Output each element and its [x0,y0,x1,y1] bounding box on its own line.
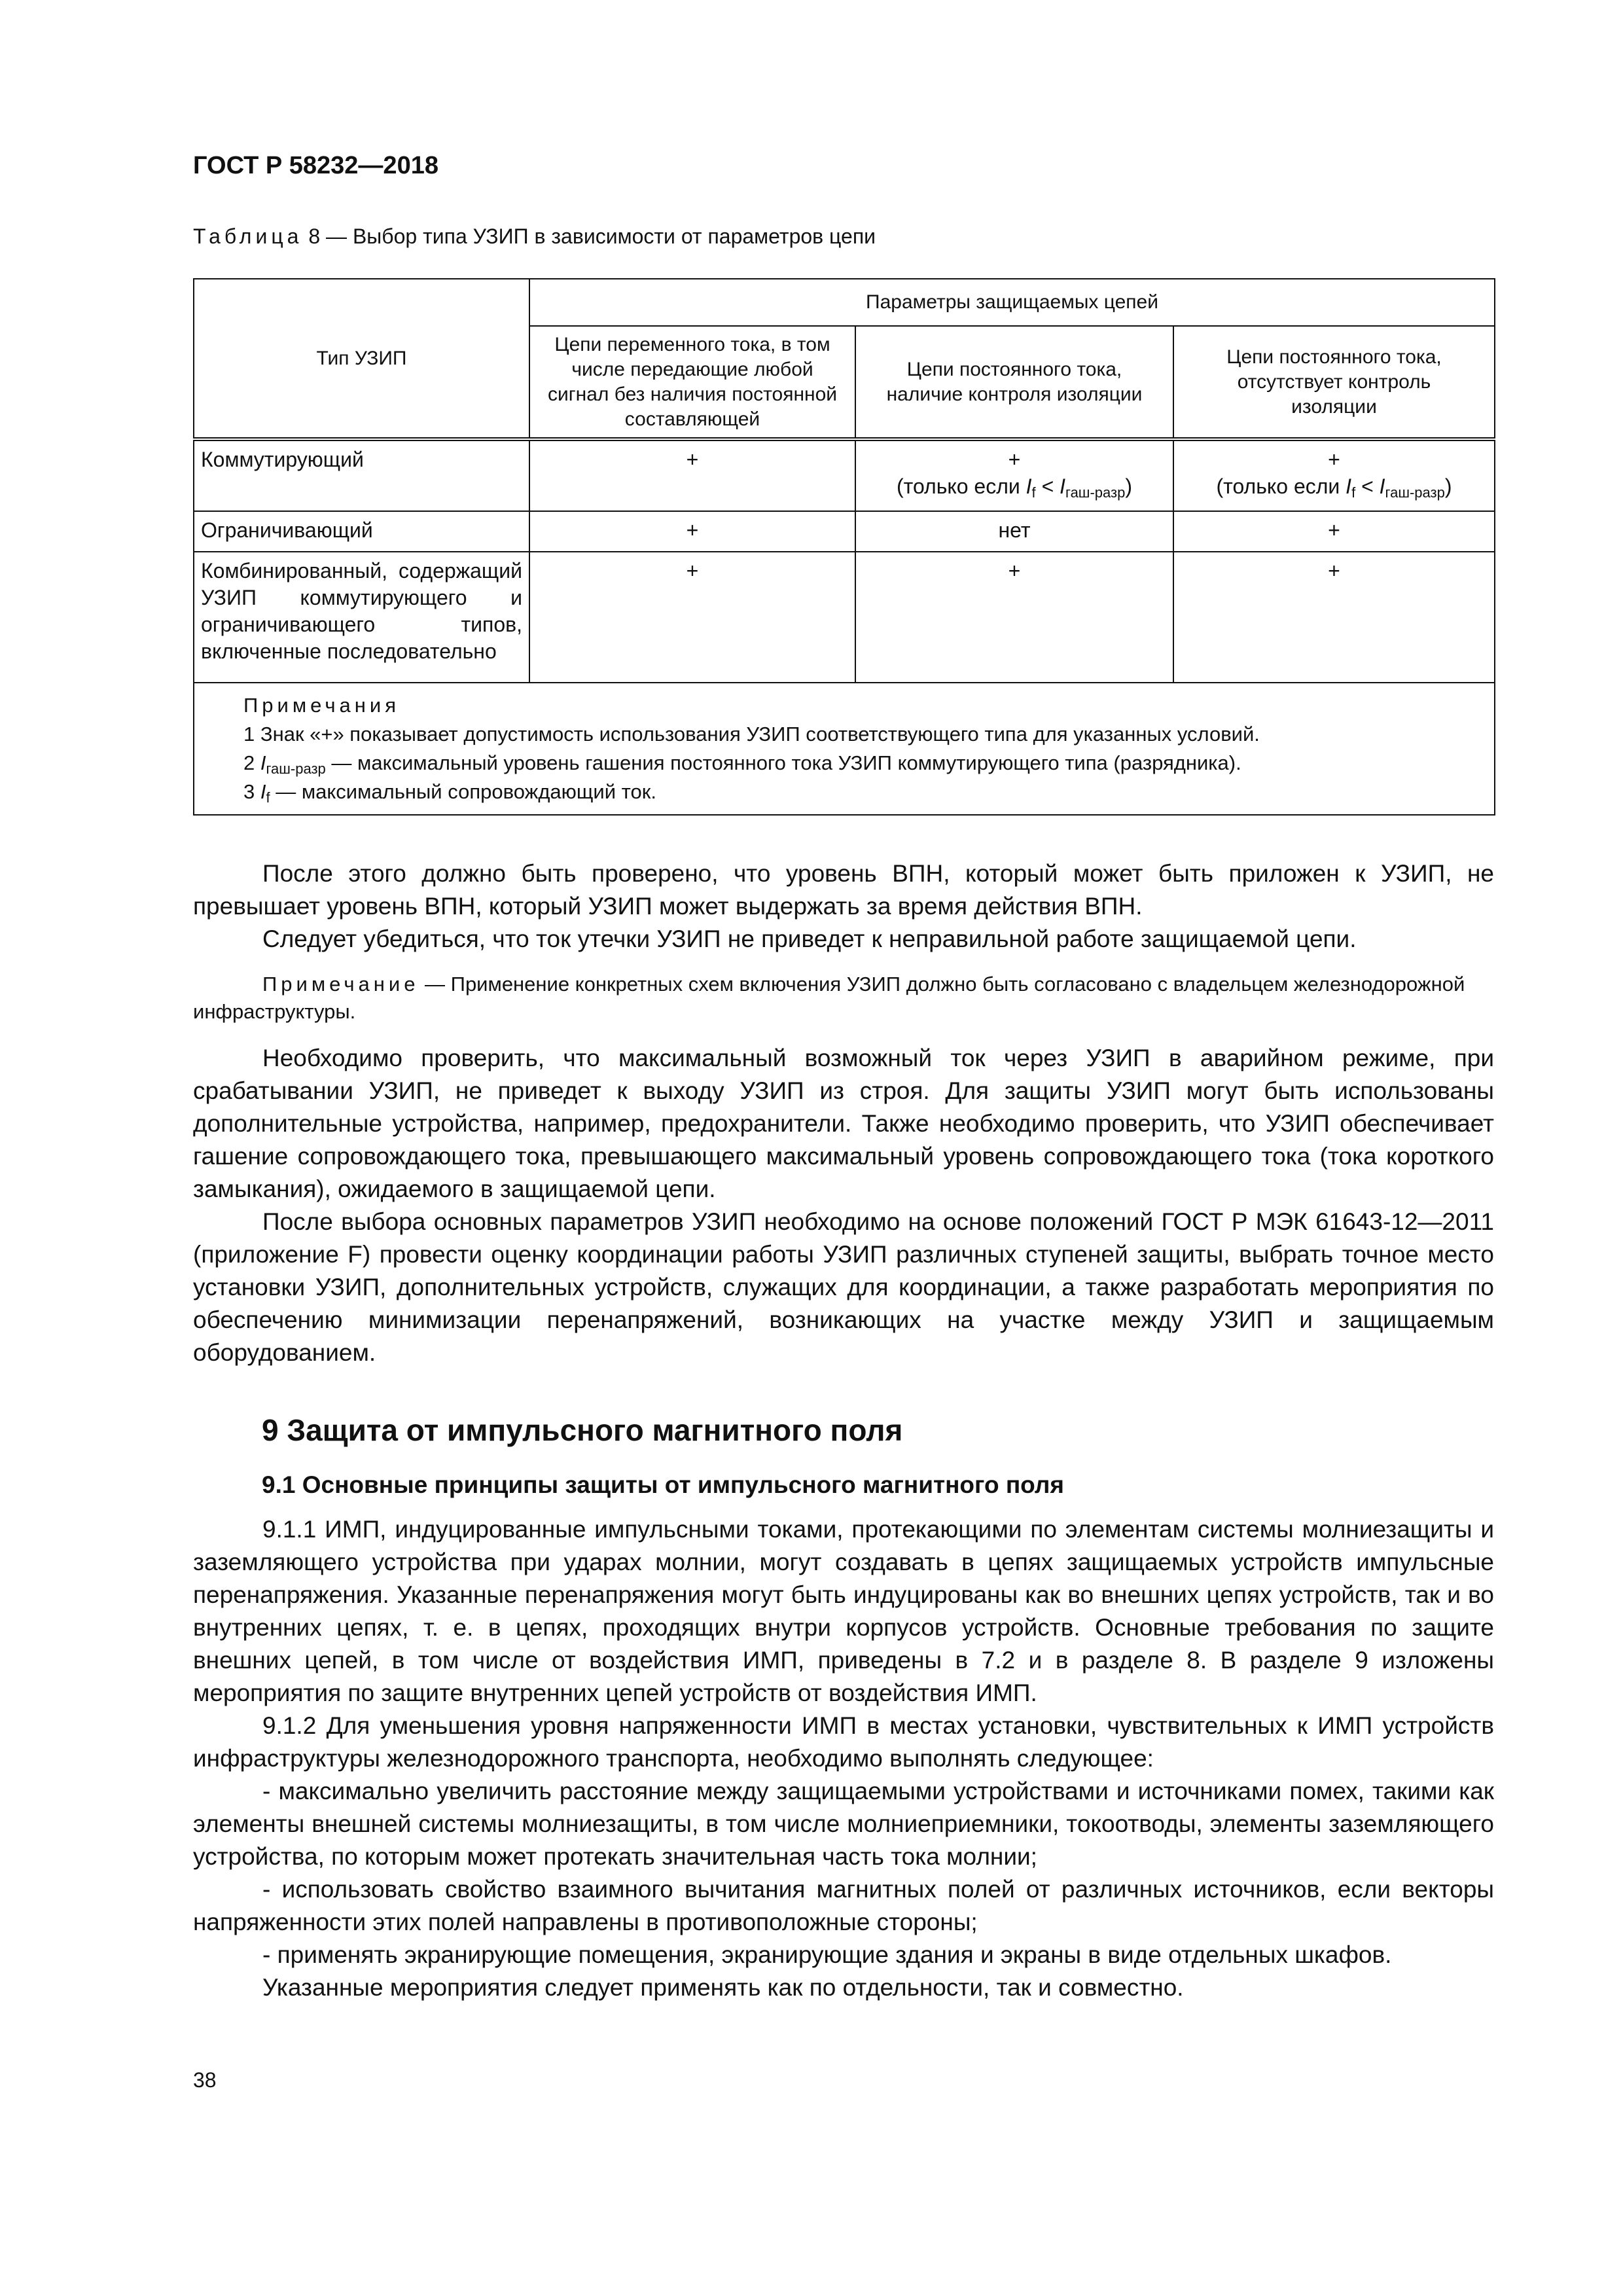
cell-dc-control [855,439,1173,511]
cell-ac: + [529,439,855,511]
row-name: Коммутирующий [194,439,529,511]
table-caption [193,224,876,249]
table-notes-row [194,683,1495,815]
cell-ac: + [529,552,855,683]
page-number: 38 [193,2068,217,2092]
cell-dc-no-control: + [1173,511,1495,552]
condition-text: (только если $I_f < I_{гаш-разр}$) [896,475,1132,501]
row-name: Комбинированный, содержащий УЗИП коммутирующего и ограничивающего типов, включенные последовательно [194,552,529,683]
list-item: - максимально увеличить расстояние между защищаемыми устройствами и источниками помех, такими как элементы внешней системы молниезащиты, в том числе молниеприемники, токоотводы, элементы заземляющего устройства, по которым может протекать значительная часть тока молнии; [193,1778,1494,1870]
notes-title: Примечания [243,694,400,717]
paragraph: После выбора основных параметров УЗИП необходимо на основе положений ГОСТ Р МЭК 61643-12—2011 (приложение F) провести оценку координации работы УЗИП различных ступеней защиты, выбрать точное место установки УЗИП, дополнительных устройств, служащих для координации, а также разработать мероприятия по обеспечению минимизации перенапряжений, возникающих на участке между УЗИП и защищаемым оборудованием. [193,1208,1494,1366]
table-row [194,511,1495,552]
table-caption-label: Таблица [193,224,303,248]
cell-value: + [1008,448,1021,471]
cell-dc-no-control: + [1173,552,1495,683]
table [193,278,1495,816]
body-block-3 [193,1513,1494,2004]
col-header-circuit-params: Параметры защищаемых цепей [529,279,1495,326]
col-header-dc-control: Цепи постоянного тока, наличие контроля изоляции [855,326,1173,439]
table-notes [194,683,1495,815]
cell-dc-no-control [1173,439,1495,511]
note-2: 2 $I_{гаш-разр}$ — максимальный уровень гашения постоянного тока УЗИП коммутирующего типа (разрядника). [243,751,1241,777]
note-1: 1 Знак «+» показывает допустимость использования УЗИП соответствующего типа для указанных условий. [243,723,1260,745]
table-caption-text: 8 — Выбор типа УЗИП в зависимости от параметров цепи [302,224,876,248]
body-note [193,971,1494,1026]
col-header-dc-no-control: Цепи постоянного тока, отсутствует контроль изоляции [1173,326,1495,439]
paragraph: 9.1.1 ИМП, индуцированные импульсными токами, протекающими по элементам системы молниезащиты и заземляющего устройства при ударах молнии, могут создавать в цепях защищаемых устройств импульсные перенапряжения. Указанные перенапряжения могут быть индуцированы как во внешних цепях устройств, так и во внутренних цепях, т. е. в цепях, проходящих внутри корпусов устройств. Основные требования по защите внешних цепей, в том числе от воздействия ИМП, приведены в 7.2 и в разделе 8. В разделе 9 изложены мероприятия по защите внутренних цепей устройств от воздействия ИМП. [193,1516,1494,1706]
paragraph: После этого должно быть проверено, что уровень ВПН, который может быть приложен к УЗИП, не превышает уровень ВПН, который УЗИП может выдержать за время действия ВПН. [193,860,1494,920]
row-name: Ограничивающий [194,511,529,552]
cell-dc-control: нет [855,511,1173,552]
table-row [194,439,1495,511]
body-block-1 [193,857,1494,956]
list-item: - использовать свойство взаимного вычитания магнитных полей от различных источников, если векторы напряженности этих полей направлены в противоположные стороны; [193,1876,1494,1935]
paragraph: Следует убедиться, что ток утечки УЗИП не приведет к неправильной работе защищаемой цепи. [262,925,1357,952]
list-item: - применять экранирующие помещения, экранирующие здания и экраны в виде отдельных шкафов. [262,1941,1392,1968]
condition-text: (только если $I_f < I_{гаш-разр}$) [1216,475,1452,501]
col-header-ac: Цепи переменного тока, в том числе передающие любой сигнал без наличия постоянной составляющей [529,326,855,439]
cell-ac: + [529,511,855,552]
paragraph: Необходимо проверить, что максимальный возможный ток через УЗИП в аварийном режиме, при срабатывании УЗИП, не приведет к выходу УЗИП из строя. Для защиты УЗИП могут быть использованы дополнительные устройства, например, предохранители. Также необходимо проверить, что УЗИП обеспечивает гашение сопровождающего тока, превышающего максимальный уровень сопровождающего тока (тока короткого замыкания), ожидаемого в защищаемой цепи. [193,1045,1494,1202]
document-id: ГОСТ Р 58232—2018 [193,152,438,179]
body-block-2 [193,1042,1494,1369]
table-header-row [194,279,1495,326]
paragraph: 9.1.2 Для уменьшения уровня напряженности ИМП в местах установки, чувствительных к ИМП устройств инфраструктуры железнодорожного транспорта, необходимо выполнять следующее: [193,1712,1494,1772]
spd-selection-table [193,278,1494,816]
table-row [194,552,1495,683]
paragraph: Указанные мероприятия следует применять как по отдельности, так и совместно. [262,1974,1184,2001]
col-header-spd-type: Тип УЗИП [194,279,529,439]
cell-dc-control: + [855,552,1173,683]
note-label: Примечание [262,973,419,996]
note-text: — Применение конкретных схем включения УЗИП должно быть согласовано с владельцем железнодорожной инфраструктуры. [193,973,1465,1023]
cell-value: + [1328,448,1340,471]
section-heading: 9 Защита от импульсного магнитного поля [262,1413,903,1447]
subsection-heading: 9.1 Основные принципы защиты от импульсного магнитного поля [262,1471,1064,1498]
note-3: 3 $I_f$ — максимальный сопровождающий ток. [243,780,656,806]
